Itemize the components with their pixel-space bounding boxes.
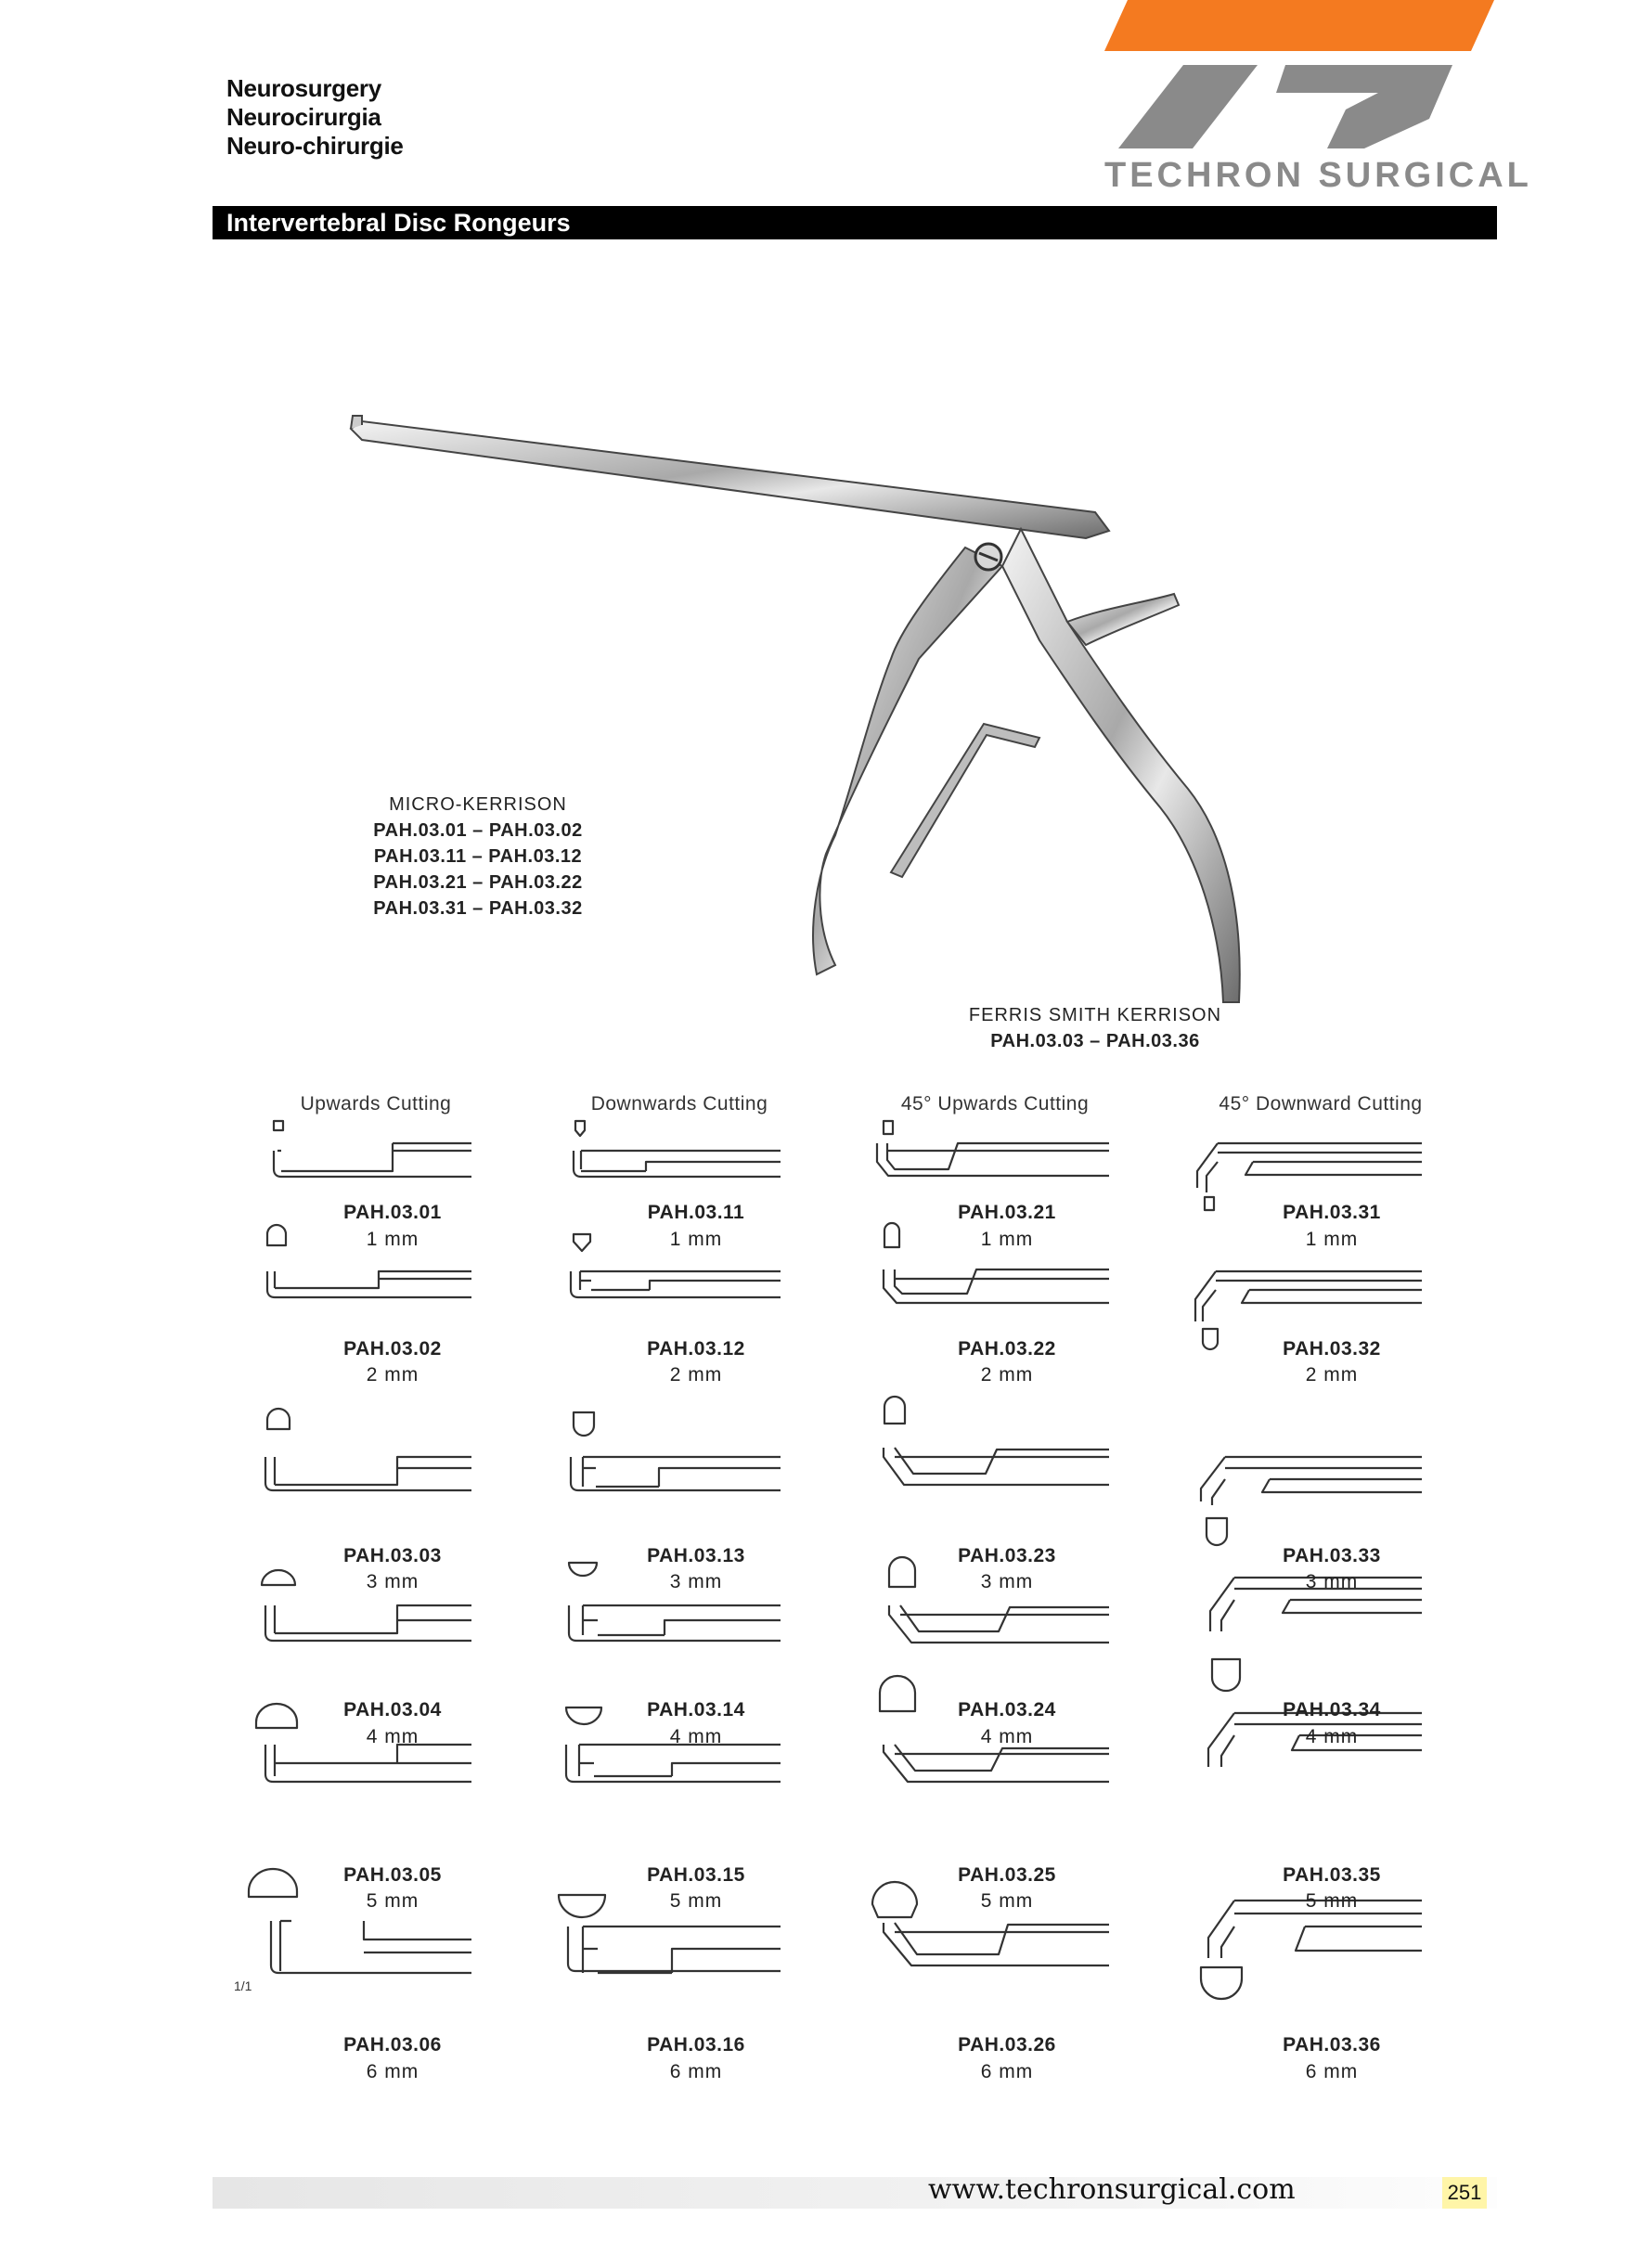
catalog-code: PAH.03.24 [958,1699,1056,1720]
category-pt: Neurocirurgia [226,103,381,131]
logo-gray-curve [1276,65,1452,148]
tip-drawing [1201,1901,1422,1999]
tip-size: 1 mm [1305,1229,1359,1250]
brand-name: TECHRON SURGICAL [1104,156,1532,195]
tip-drawing [274,1121,471,1177]
rongeur-illustration [334,408,1271,1058]
catalog-code: PAH.03.25 [958,1864,1056,1886]
catalog-code: PAH.03.32 [1283,1338,1381,1360]
tip-drawings [223,1114,1466,2134]
catalog-code: PAH.03.15 [647,1864,745,1886]
catalog-code: PAH.03.05 [343,1864,442,1886]
catalog-code: PAH.03.31 [1283,1202,1381,1223]
tip-size: 5 mm [669,1890,723,1912]
tip-size: 6 mm [1305,2061,1359,2082]
micro-code-line: PAH.03.21 – PAH.03.22 [373,872,583,893]
catalog-code: PAH.03.23 [958,1545,1056,1566]
tip-size: 4 mm [1305,1726,1359,1747]
column-heading-45-upwards: 45° Upwards Cutting [900,1093,1090,1115]
tip-size: 2 mm [669,1364,723,1385]
tip-size: 6 mm [980,2061,1034,2082]
tip-size: 4 mm [669,1726,723,1747]
micro-code-line: PAH.03.01 – PAH.03.02 [373,820,583,841]
catalog-code: PAH.03.36 [1283,2034,1381,2055]
tip-size: 1 mm [980,1229,1034,1250]
column-heading-downwards: Downwards Cutting [590,1093,768,1115]
catalog-code: PAH.03.02 [343,1338,442,1360]
section-title: Intervertebral Disc Rongeurs [226,209,571,237]
micro-kerrison-name: MICRO-KERRISON [389,794,567,815]
tip-size: 1 mm [669,1229,723,1250]
micro-code-line: PAH.03.31 – PAH.03.32 [373,898,583,919]
tip-size: 3 mm [1305,1571,1359,1592]
catalog-code: PAH.03.04 [343,1699,442,1720]
tip-drawing [884,1397,1109,1485]
catalog-code: PAH.03.01 [343,1202,442,1223]
tip-drawing [571,1412,781,1490]
tip-drawing [877,1121,1109,1176]
page-number: 251 [1442,2177,1487,2209]
instrument-rear-handle [1002,529,1240,1002]
category-fr: Neuro-chirurgie [226,132,404,160]
instrument-spring [891,724,1039,877]
tip-size: 2 mm [1305,1364,1359,1385]
instrument-finger-rest [1067,594,1179,645]
catalog-code: PAH.03.22 [958,1338,1056,1360]
catalog-code: PAH.03.34 [1283,1699,1381,1720]
catalog-code: PAH.03.14 [647,1699,745,1720]
tip-size: 1 mm [366,1229,419,1250]
instrument-shaft [351,421,1109,538]
catalog-code: PAH.03.21 [958,1202,1056,1223]
ferris-smith-label [937,1002,1253,1054]
tip-drawing [574,1121,781,1177]
micro-code-line: PAH.03.11 – PAH.03.12 [373,846,583,867]
tip-size: 3 mm [980,1571,1034,1592]
catalog-code: PAH.03.33 [1283,1545,1381,1566]
catalog-code: PAH.03.35 [1283,1864,1381,1886]
catalog-code: PAH.03.11 [647,1202,745,1223]
category-en: Neurosurgery [226,74,381,102]
tip-size: 2 mm [366,1364,419,1385]
catalog-code: PAH.03.13 [647,1545,745,1566]
tip-size: 6 mm [669,2061,723,2082]
ferris-code-range: PAH.03.03 – PAH.03.36 [990,1031,1200,1051]
footer-url[interactable]: www.techronsurgical.com [928,2173,1296,2206]
tip-size: 2 mm [980,1364,1034,1385]
catalog-code: PAH.03.03 [343,1545,442,1566]
micro-kerrison-label [353,792,603,921]
tip-drawing [265,1409,471,1490]
catalog-code: PAH.03.16 [647,2034,745,2055]
tip-size: 4 mm [366,1726,419,1747]
tip-size: 4 mm [980,1726,1034,1747]
tip-size: 5 mm [1305,1890,1359,1912]
category-list [226,74,404,161]
catalog-code: PAH.03.12 [647,1338,745,1360]
instrument-front-handle [813,548,1002,974]
tip-size: 3 mm [669,1571,723,1592]
scale-note: 1/1 [234,1978,252,1993]
column-heading-45-downward: 45° Downward Cutting [1219,1093,1423,1115]
tip-size: 6 mm [366,2061,419,2082]
tip-size: 5 mm [366,1890,419,1912]
catalog-code: PAH.03.06 [343,2034,442,2055]
tip-size: 5 mm [980,1890,1034,1912]
footer-bar [213,2177,1497,2209]
tip-drawing [1201,1457,1422,1545]
logo-gray-t-stem [1118,65,1258,148]
ferris-smith-name: FERRIS SMITH KERRISON [968,1005,1222,1025]
column-heading-upwards: Upwards Cutting [300,1093,452,1115]
catalog-code: PAH.03.26 [958,2034,1056,2055]
tip-size: 3 mm [366,1571,419,1592]
logo-orange-bar [1104,0,1494,51]
